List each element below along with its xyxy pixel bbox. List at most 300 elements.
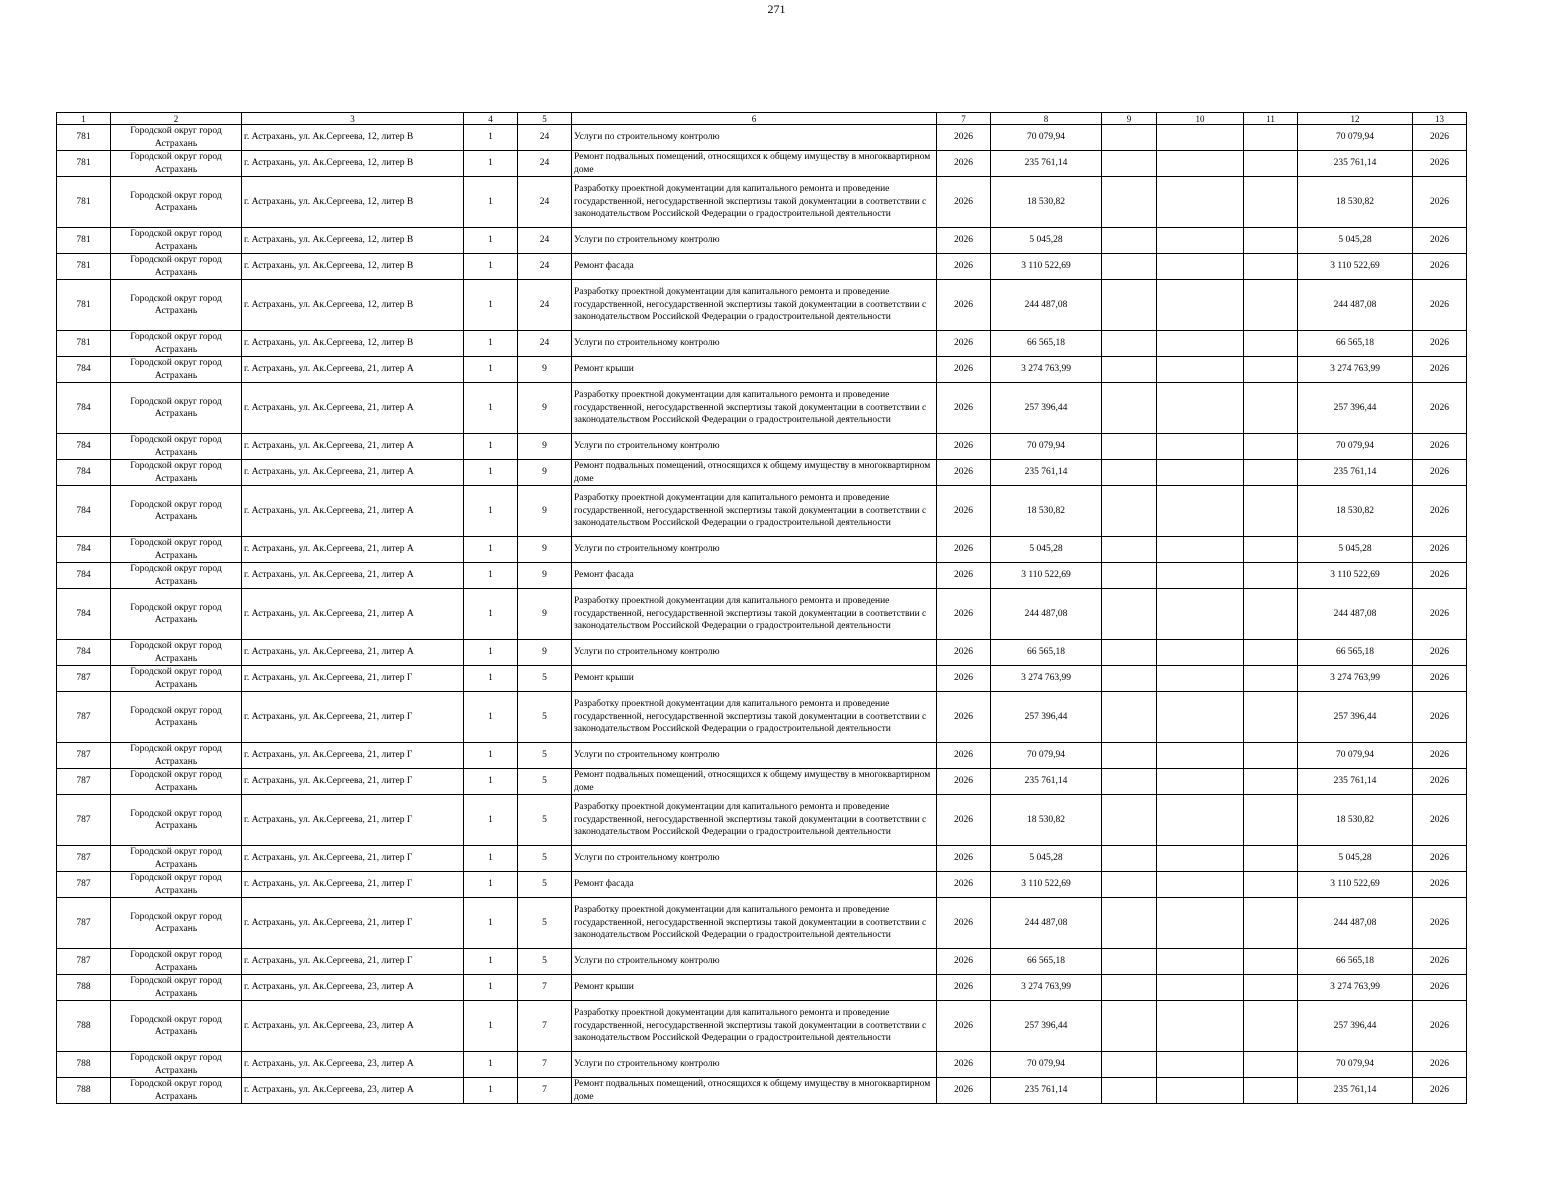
col5-cell: 9 [518, 434, 572, 460]
col12-total-cell: 257 396,44 [1298, 692, 1413, 743]
work-type-cell: Ремонт крыши [572, 357, 937, 383]
col5-cell: 9 [518, 589, 572, 640]
address-cell: г. Астрахань, ул. Ак.Сергеева, 21, литер Г [242, 846, 464, 872]
year-cell: 2026 [937, 846, 991, 872]
col9-cell [1102, 177, 1157, 228]
col12-total-cell: 18 530,82 [1298, 177, 1413, 228]
table-row [57, 383, 1467, 434]
col10-cell [1157, 460, 1244, 486]
col12-total-cell: 66 565,18 [1298, 640, 1413, 666]
work-type-cell: Услуги по строительному контролю [572, 537, 937, 563]
municipality-cell: Городской округ город Астрахань [111, 949, 242, 975]
cost-cell: 244 487,08 [991, 589, 1102, 640]
col11-cell [1244, 872, 1298, 898]
address-cell: г. Астрахань, ул. Ак.Сергеева, 12, литер В [242, 151, 464, 177]
year-cell: 2026 [937, 125, 991, 151]
col11-cell [1244, 460, 1298, 486]
col12-total-cell: 18 530,82 [1298, 795, 1413, 846]
cost-cell: 70 079,94 [991, 743, 1102, 769]
table-row [57, 151, 1467, 177]
col11-cell [1244, 331, 1298, 357]
row-id-cell: 788 [57, 975, 111, 1001]
col13-year-cell: 2026 [1413, 1052, 1467, 1078]
row-id-cell: 787 [57, 872, 111, 898]
row-id-cell: 787 [57, 743, 111, 769]
year-cell: 2026 [937, 177, 991, 228]
col4-cell: 1 [464, 769, 518, 795]
cost-cell: 66 565,18 [991, 949, 1102, 975]
col10-cell [1157, 228, 1244, 254]
table-row [57, 434, 1467, 460]
table-row [57, 177, 1467, 228]
work-type-cell: Ремонт крыши [572, 666, 937, 692]
municipality-cell: Городской округ город Астрахань [111, 331, 242, 357]
col13-year-cell: 2026 [1413, 640, 1467, 666]
year-cell: 2026 [937, 537, 991, 563]
table-row [57, 872, 1467, 898]
municipality-cell: Городской округ город Астрахань [111, 280, 242, 331]
cost-cell: 235 761,14 [991, 460, 1102, 486]
row-id-cell: 787 [57, 898, 111, 949]
work-type-cell: Разработку проектной документации для капитального ремонта и проведение государственной, негосударственной экспертизы такой документации в соответствии с законодательством Российской Федерации о градостроительной деятельности [572, 795, 937, 846]
work-type-cell: Услуги по строительному контролю [572, 125, 937, 151]
work-type-cell: Ремонт фасада [572, 563, 937, 589]
col9-cell [1102, 769, 1157, 795]
col12-total-cell: 257 396,44 [1298, 1001, 1413, 1052]
col5-cell: 5 [518, 795, 572, 846]
municipality-cell: Городской округ город Астрахань [111, 254, 242, 280]
col10-cell [1157, 357, 1244, 383]
col11-cell [1244, 769, 1298, 795]
column-header: 9 [1102, 113, 1157, 125]
work-type-cell: Ремонт подвальных помещений, относящихся к общему имуществу в многоквартирном доме [572, 460, 937, 486]
col4-cell: 1 [464, 743, 518, 769]
year-cell: 2026 [937, 228, 991, 254]
col12-total-cell: 3 274 763,99 [1298, 357, 1413, 383]
col12-total-cell: 3 110 522,69 [1298, 254, 1413, 280]
col11-cell [1244, 434, 1298, 460]
row-id-cell: 781 [57, 331, 111, 357]
col11-cell [1244, 537, 1298, 563]
col11-cell [1244, 228, 1298, 254]
row-id-cell: 781 [57, 254, 111, 280]
table-row [57, 795, 1467, 846]
work-type-cell: Ремонт фасада [572, 872, 937, 898]
col9-cell [1102, 434, 1157, 460]
col4-cell: 1 [464, 177, 518, 228]
col4-cell: 1 [464, 357, 518, 383]
row-id-cell: 781 [57, 125, 111, 151]
table-row [57, 1001, 1467, 1052]
cost-cell: 66 565,18 [991, 640, 1102, 666]
col13-year-cell: 2026 [1413, 151, 1467, 177]
col10-cell [1157, 795, 1244, 846]
municipality-cell: Городской округ город Астрахань [111, 1001, 242, 1052]
col11-cell [1244, 743, 1298, 769]
column-header: 13 [1413, 113, 1467, 125]
cost-cell: 235 761,14 [991, 151, 1102, 177]
col4-cell: 1 [464, 125, 518, 151]
col9-cell [1102, 898, 1157, 949]
work-type-cell: Разработку проектной документации для капитального ремонта и проведение государственной, негосударственной экспертизы такой документации в соответствии с законодательством Российской Федерации о градостроительной деятельности [572, 486, 937, 537]
table-row [57, 563, 1467, 589]
address-cell: г. Астрахань, ул. Ак.Сергеева, 21, литер А [242, 460, 464, 486]
col13-year-cell: 2026 [1413, 872, 1467, 898]
col9-cell [1102, 640, 1157, 666]
col4-cell: 1 [464, 383, 518, 434]
col12-total-cell: 235 761,14 [1298, 769, 1413, 795]
col10-cell [1157, 872, 1244, 898]
year-cell: 2026 [937, 898, 991, 949]
col9-cell [1102, 383, 1157, 434]
col11-cell [1244, 254, 1298, 280]
col11-cell [1244, 357, 1298, 383]
address-cell: г. Астрахань, ул. Ак.Сергеева, 21, литер А [242, 434, 464, 460]
cost-cell: 5 045,28 [991, 537, 1102, 563]
col11-cell [1244, 589, 1298, 640]
col11-cell [1244, 177, 1298, 228]
row-id-cell: 784 [57, 537, 111, 563]
col5-cell: 9 [518, 460, 572, 486]
cost-cell: 5 045,28 [991, 228, 1102, 254]
municipality-cell: Городской округ город Астрахань [111, 486, 242, 537]
col9-cell [1102, 228, 1157, 254]
col9-cell [1102, 1052, 1157, 1078]
address-cell: г. Астрахань, ул. Ак.Сергеева, 12, литер В [242, 331, 464, 357]
col13-year-cell: 2026 [1413, 383, 1467, 434]
work-type-cell: Услуги по строительному контролю [572, 228, 937, 254]
col9-cell [1102, 846, 1157, 872]
year-cell: 2026 [937, 357, 991, 383]
col4-cell: 1 [464, 949, 518, 975]
col13-year-cell: 2026 [1413, 1078, 1467, 1104]
municipality-cell: Городской округ город Астрахань [111, 692, 242, 743]
col13-year-cell: 2026 [1413, 743, 1467, 769]
year-cell: 2026 [937, 1001, 991, 1052]
address-cell: г. Астрахань, ул. Ак.Сергеева, 21, литер А [242, 383, 464, 434]
capital-repair-table [56, 112, 1467, 1104]
col11-cell [1244, 1078, 1298, 1104]
col5-cell: 5 [518, 898, 572, 949]
address-cell: г. Астрахань, ул. Ак.Сергеева, 23, литер А [242, 1078, 464, 1104]
col10-cell [1157, 975, 1244, 1001]
year-cell: 2026 [937, 460, 991, 486]
row-id-cell: 788 [57, 1052, 111, 1078]
table-row [57, 254, 1467, 280]
address-cell: г. Астрахань, ул. Ак.Сергеева, 21, литер Г [242, 795, 464, 846]
column-header: 12 [1298, 113, 1413, 125]
address-cell: г. Астрахань, ул. Ак.Сергеева, 21, литер А [242, 563, 464, 589]
col5-cell: 9 [518, 357, 572, 383]
table-row [57, 898, 1467, 949]
row-id-cell: 781 [57, 280, 111, 331]
address-cell: г. Астрахань, ул. Ак.Сергеева, 23, литер А [242, 1001, 464, 1052]
address-cell: г. Астрахань, ул. Ак.Сергеева, 12, литер В [242, 177, 464, 228]
row-id-cell: 787 [57, 692, 111, 743]
col10-cell [1157, 563, 1244, 589]
col13-year-cell: 2026 [1413, 975, 1467, 1001]
work-type-cell: Услуги по строительному контролю [572, 1052, 937, 1078]
year-cell: 2026 [937, 563, 991, 589]
row-id-cell: 787 [57, 795, 111, 846]
cost-cell: 18 530,82 [991, 177, 1102, 228]
col5-cell: 5 [518, 769, 572, 795]
col5-cell: 24 [518, 177, 572, 228]
municipality-cell: Городской округ город Астрахань [111, 177, 242, 228]
row-id-cell: 788 [57, 1001, 111, 1052]
col13-year-cell: 2026 [1413, 357, 1467, 383]
page-number: 271 [767, 2, 786, 16]
table-row [57, 692, 1467, 743]
col11-cell [1244, 563, 1298, 589]
col9-cell [1102, 537, 1157, 563]
col10-cell [1157, 331, 1244, 357]
col4-cell: 1 [464, 795, 518, 846]
col9-cell [1102, 1001, 1157, 1052]
column-header: 10 [1157, 113, 1244, 125]
year-cell: 2026 [937, 743, 991, 769]
col13-year-cell: 2026 [1413, 460, 1467, 486]
address-cell: г. Астрахань, ул. Ак.Сергеева, 23, литер А [242, 1052, 464, 1078]
table-row [57, 743, 1467, 769]
col11-cell [1244, 151, 1298, 177]
col5-cell: 24 [518, 125, 572, 151]
municipality-cell: Городской округ город Астрахань [111, 460, 242, 486]
address-cell: г. Астрахань, ул. Ак.Сергеева, 21, литер А [242, 537, 464, 563]
col4-cell: 1 [464, 1052, 518, 1078]
cost-cell: 235 761,14 [991, 769, 1102, 795]
col5-cell: 9 [518, 563, 572, 589]
work-type-cell: Разработку проектной документации для капитального ремонта и проведение государственной, негосударственной экспертизы такой документации в соответствии с законодательством Российской Федерации о градостроительной деятельности [572, 383, 937, 434]
year-cell: 2026 [937, 975, 991, 1001]
address-cell: г. Астрахань, ул. Ак.Сергеева, 21, литер Г [242, 692, 464, 743]
col13-year-cell: 2026 [1413, 228, 1467, 254]
col12-total-cell: 5 045,28 [1298, 537, 1413, 563]
col5-cell: 7 [518, 1001, 572, 1052]
col5-cell: 7 [518, 1078, 572, 1104]
year-cell: 2026 [937, 486, 991, 537]
col13-year-cell: 2026 [1413, 666, 1467, 692]
col10-cell [1157, 769, 1244, 795]
col13-year-cell: 2026 [1413, 177, 1467, 228]
col5-cell: 9 [518, 537, 572, 563]
col13-year-cell: 2026 [1413, 898, 1467, 949]
year-cell: 2026 [937, 1052, 991, 1078]
col11-cell [1244, 640, 1298, 666]
col5-cell: 7 [518, 1052, 572, 1078]
work-type-cell: Услуги по строительному контролю [572, 743, 937, 769]
cost-cell: 3 274 763,99 [991, 666, 1102, 692]
work-type-cell: Разработку проектной документации для капитального ремонта и проведение государственной, негосударственной экспертизы такой документации в соответствии с законодательством Российской Федерации о градостроительной деятельности [572, 692, 937, 743]
col5-cell: 5 [518, 846, 572, 872]
col9-cell [1102, 872, 1157, 898]
year-cell: 2026 [937, 692, 991, 743]
col12-total-cell: 3 274 763,99 [1298, 975, 1413, 1001]
column-header: 11 [1244, 113, 1298, 125]
address-cell: г. Астрахань, ул. Ак.Сергеева, 21, литер Г [242, 872, 464, 898]
table-row [57, 975, 1467, 1001]
year-cell: 2026 [937, 280, 991, 331]
col12-total-cell: 244 487,08 [1298, 589, 1413, 640]
col11-cell [1244, 975, 1298, 1001]
col13-year-cell: 2026 [1413, 537, 1467, 563]
col9-cell [1102, 486, 1157, 537]
year-cell: 2026 [937, 666, 991, 692]
col11-cell [1244, 692, 1298, 743]
work-type-cell: Ремонт подвальных помещений, относящихся к общему имуществу в многоквартирном доме [572, 1078, 937, 1104]
address-cell: г. Астрахань, ул. Ак.Сергеева, 12, литер В [242, 254, 464, 280]
cost-cell: 18 530,82 [991, 486, 1102, 537]
cost-cell: 70 079,94 [991, 434, 1102, 460]
column-header: 6 [572, 113, 937, 125]
column-header: 7 [937, 113, 991, 125]
row-id-cell: 788 [57, 1078, 111, 1104]
municipality-cell: Городской округ город Астрахань [111, 1052, 242, 1078]
col12-total-cell: 66 565,18 [1298, 331, 1413, 357]
address-cell: г. Астрахань, ул. Ак.Сергеева, 12, литер В [242, 125, 464, 151]
col5-cell: 24 [518, 151, 572, 177]
cost-cell: 70 079,94 [991, 125, 1102, 151]
col12-total-cell: 18 530,82 [1298, 486, 1413, 537]
col13-year-cell: 2026 [1413, 1001, 1467, 1052]
address-cell: г. Астрахань, ул. Ак.Сергеева, 12, литер В [242, 228, 464, 254]
work-type-cell: Ремонт подвальных помещений, относящихся к общему имуществу в многоквартирном доме [572, 151, 937, 177]
column-header: 2 [111, 113, 242, 125]
cost-cell: 257 396,44 [991, 383, 1102, 434]
col12-total-cell: 70 079,94 [1298, 434, 1413, 460]
col9-cell [1102, 666, 1157, 692]
table-row [57, 331, 1467, 357]
column-header: 4 [464, 113, 518, 125]
municipality-cell: Городской округ город Астрахань [111, 975, 242, 1001]
col4-cell: 1 [464, 589, 518, 640]
col13-year-cell: 2026 [1413, 846, 1467, 872]
col4-cell: 1 [464, 280, 518, 331]
col9-cell [1102, 460, 1157, 486]
col12-total-cell: 244 487,08 [1298, 898, 1413, 949]
municipality-cell: Городской округ город Астрахань [111, 872, 242, 898]
col12-total-cell: 235 761,14 [1298, 151, 1413, 177]
col13-year-cell: 2026 [1413, 125, 1467, 151]
year-cell: 2026 [937, 872, 991, 898]
col10-cell [1157, 898, 1244, 949]
col9-cell [1102, 949, 1157, 975]
col10-cell [1157, 537, 1244, 563]
column-header: 5 [518, 113, 572, 125]
municipality-cell: Городской округ город Астрахань [111, 563, 242, 589]
col4-cell: 1 [464, 1078, 518, 1104]
row-id-cell: 787 [57, 846, 111, 872]
municipality-cell: Городской округ город Астрахань [111, 743, 242, 769]
col4-cell: 1 [464, 486, 518, 537]
col10-cell [1157, 692, 1244, 743]
address-cell: г. Астрахань, ул. Ак.Сергеева, 21, литер А [242, 486, 464, 537]
work-type-cell: Услуги по строительному контролю [572, 846, 937, 872]
table-body [57, 125, 1467, 1104]
col12-total-cell: 70 079,94 [1298, 1052, 1413, 1078]
municipality-cell: Городской округ город Астрахань [111, 589, 242, 640]
col9-cell [1102, 563, 1157, 589]
col4-cell: 1 [464, 872, 518, 898]
col5-cell: 9 [518, 486, 572, 537]
col12-total-cell: 66 565,18 [1298, 949, 1413, 975]
year-cell: 2026 [937, 383, 991, 434]
col10-cell [1157, 640, 1244, 666]
address-cell: г. Астрахань, ул. Ак.Сергеева, 21, литер Г [242, 743, 464, 769]
year-cell: 2026 [937, 589, 991, 640]
col11-cell [1244, 795, 1298, 846]
col12-total-cell: 70 079,94 [1298, 743, 1413, 769]
municipality-cell: Городской округ город Астрахань [111, 228, 242, 254]
cost-cell: 70 079,94 [991, 1052, 1102, 1078]
col9-cell [1102, 280, 1157, 331]
col12-total-cell: 235 761,14 [1298, 460, 1413, 486]
col5-cell: 9 [518, 640, 572, 666]
table-row [57, 460, 1467, 486]
work-type-cell: Разработку проектной документации для капитального ремонта и проведение государственной, негосударственной экспертизы такой документации в соответствии с законодательством Российской Федерации о градостроительной деятельности [572, 177, 937, 228]
municipality-cell: Городской округ город Астрахань [111, 125, 242, 151]
col4-cell: 1 [464, 846, 518, 872]
row-id-cell: 781 [57, 177, 111, 228]
table-row [57, 589, 1467, 640]
col10-cell [1157, 846, 1244, 872]
col11-cell [1244, 1052, 1298, 1078]
col10-cell [1157, 589, 1244, 640]
municipality-cell: Городской округ город Астрахань [111, 898, 242, 949]
row-id-cell: 781 [57, 228, 111, 254]
cost-cell: 3 110 522,69 [991, 254, 1102, 280]
col9-cell [1102, 151, 1157, 177]
cost-cell: 244 487,08 [991, 280, 1102, 331]
address-cell: г. Астрахань, ул. Ак.Сергеева, 21, литер А [242, 589, 464, 640]
work-type-cell: Ремонт крыши [572, 975, 937, 1001]
address-cell: г. Астрахань, ул. Ак.Сергеева, 21, литер А [242, 357, 464, 383]
col10-cell [1157, 280, 1244, 331]
col5-cell: 5 [518, 872, 572, 898]
col10-cell [1157, 1052, 1244, 1078]
col4-cell: 1 [464, 563, 518, 589]
work-type-cell: Разработку проектной документации для капитального ремонта и проведение государственной, негосударственной экспертизы такой документации в соответствии с законодательством Российской Федерации о градостроительной деятельности [572, 589, 937, 640]
work-type-cell: Разработку проектной документации для капитального ремонта и проведение государственной, негосударственной экспертизы такой документации в соответствии с законодательством Российской Федерации о градостроительной деятельности [572, 280, 937, 331]
col10-cell [1157, 151, 1244, 177]
municipality-cell: Городской округ город Астрахань [111, 151, 242, 177]
table-row [57, 769, 1467, 795]
col10-cell [1157, 383, 1244, 434]
cost-cell: 3 274 763,99 [991, 975, 1102, 1001]
address-cell: г. Астрахань, ул. Ак.Сергеева, 21, литер Г [242, 898, 464, 949]
row-id-cell: 781 [57, 151, 111, 177]
col13-year-cell: 2026 [1413, 331, 1467, 357]
col5-cell: 24 [518, 280, 572, 331]
year-cell: 2026 [937, 949, 991, 975]
cost-cell: 18 530,82 [991, 795, 1102, 846]
col10-cell [1157, 666, 1244, 692]
col12-total-cell: 235 761,14 [1298, 1078, 1413, 1104]
col9-cell [1102, 795, 1157, 846]
table-row [57, 280, 1467, 331]
col9-cell [1102, 743, 1157, 769]
col10-cell [1157, 125, 1244, 151]
col12-total-cell: 3 274 763,99 [1298, 666, 1413, 692]
work-type-cell: Разработку проектной документации для капитального ремонта и проведение государственной, негосударственной экспертизы такой документации в соответствии с законодательством Российской Федерации о градостроительной деятельности [572, 1001, 937, 1052]
col10-cell [1157, 486, 1244, 537]
col4-cell: 1 [464, 331, 518, 357]
row-id-cell: 784 [57, 589, 111, 640]
year-cell: 2026 [937, 434, 991, 460]
col12-total-cell: 5 045,28 [1298, 846, 1413, 872]
cost-cell: 66 565,18 [991, 331, 1102, 357]
col5-cell: 24 [518, 228, 572, 254]
